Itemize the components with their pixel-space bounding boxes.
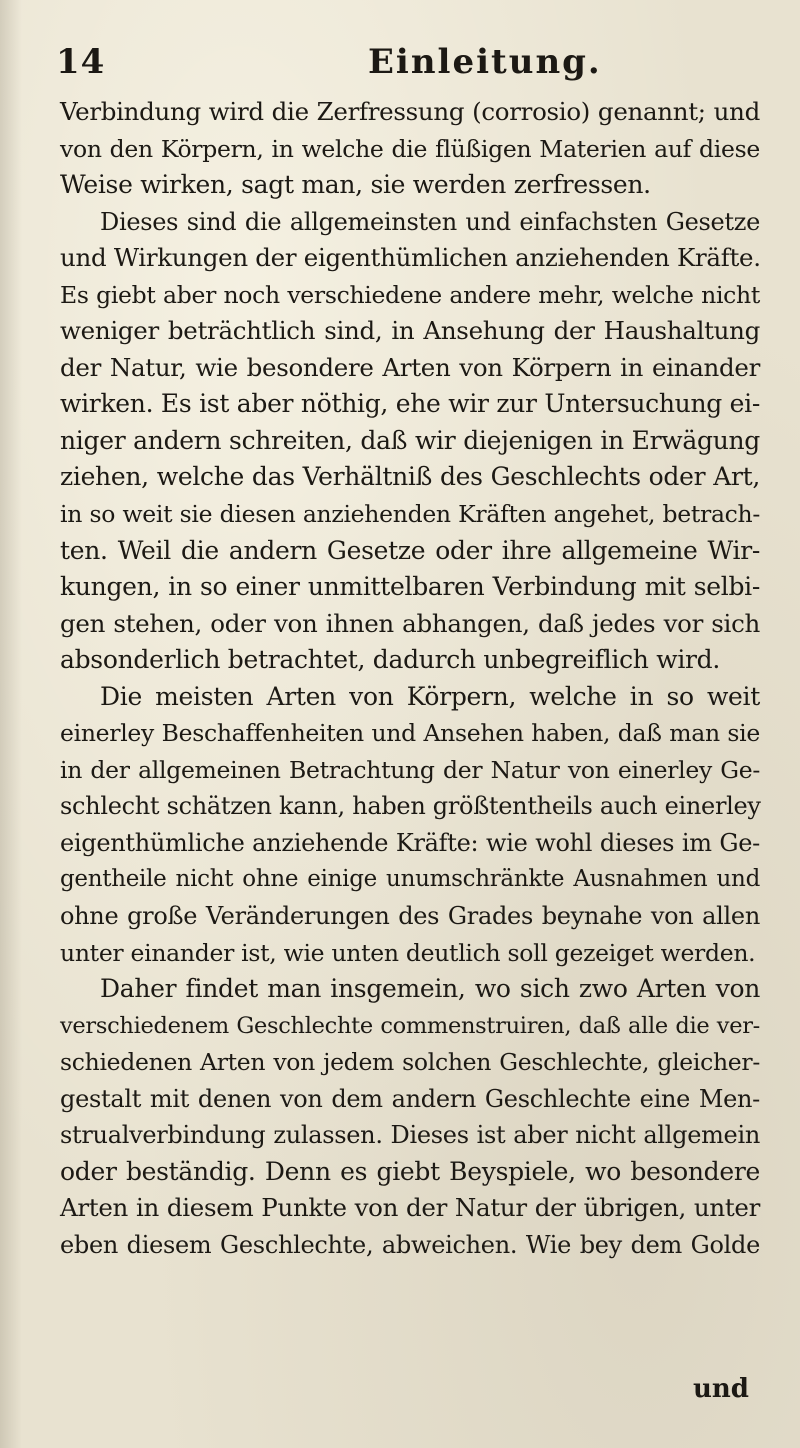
text-line: Es giebt aber noch verschiedene andere mehr, welche nicht: [60, 280, 760, 309]
text-line: eigenthümliche anziehende Kräfte: wie wohl dieses im Ge-: [60, 828, 760, 857]
text-line: Dieses sind die allgemeinsten und einfachsten Gesetze: [100, 207, 760, 236]
text-line: weniger beträchtlich sind, in Ansehung der Haushaltung: [60, 316, 760, 346]
text-line: gen stehen, oder von ihnen abhangen, daß jedes vor sich: [60, 608, 760, 638]
text-line: Weise wirken, sagt man, sie werden zerfressen.: [60, 170, 651, 200]
text-line: Arten in diesem Punkte von der Natur der übrigen, unter: [60, 1193, 760, 1223]
text-line: niger andern schreiten, daß wir diejenigen in Erwägung: [60, 425, 760, 455]
text-line: der Natur, wie besondere Arten von Körpern in einander: [60, 352, 760, 382]
text-line: absonderlich betrachtet, dadurch unbegreiflich wird.: [60, 645, 721, 675]
text-line: Verbindung wird die Zerfressung (corrosio) genannt; und: [60, 97, 760, 126]
text-line: unter einander ist, wie unten deutlich soll gezeiget werden.: [60, 938, 756, 967]
text-line: ohne große Veränderungen des Grades beynahe von allen: [60, 902, 760, 931]
text-line: verschiedenem Geschlechte commenstruiren, daß alle die ver-: [60, 1012, 760, 1039]
text-line: Die meisten Arten von Körpern, welche in so weit: [100, 681, 760, 711]
page-gutter-shadow: [0, 0, 22, 1448]
text-line: in so weit sie diesen anziehenden Kräften angehet, betrach-: [60, 500, 760, 529]
page-header: [56, 42, 756, 86]
text-line: ziehen, welche das Verhältniß des Geschlechts oder Art,: [60, 462, 760, 492]
text-line: schiedenen Arten von jedem solchen Geschlechte, gleicher-: [60, 1048, 760, 1077]
text-line: eben diesem Geschlechte, abweichen. Wie bey dem Golde: [60, 1230, 760, 1259]
text-line: von den Körpern, in welche die flüßigen Materien auf diese: [60, 134, 760, 163]
text-line: gestalt mit denen von dem andern Geschlechte eine Men-: [60, 1084, 760, 1113]
text-line: strualverbindung zulassen. Dieses ist aber nicht allgemein: [60, 1121, 760, 1150]
catchword: und: [693, 1374, 749, 1404]
text-line: gentheile nicht ohne einige unumschränkte Ausnahmen und: [60, 866, 760, 893]
page-number: 14: [56, 42, 106, 82]
text-line: schlecht schätzen kann, haben größtentheils auch einerley: [60, 792, 761, 821]
text-line: einerley Beschaffenheiten und Ansehen haben, daß man sie: [60, 719, 760, 748]
text-line: kungen, in so einer unmittelbaren Verbindung mit selbi-: [60, 572, 760, 602]
text-line: oder beständig. Denn es giebt Beyspiele, wo besondere: [60, 1156, 760, 1186]
text-line: Daher findet man insgemein, wo sich zwo Arten von: [100, 974, 760, 1004]
running-title: Einleitung.: [368, 42, 602, 82]
body-text: [60, 94, 760, 1264]
text-line: wirken. Es ist aber nöthig, ehe wir zur Untersuchung ei-: [60, 389, 760, 419]
text-line: ten. Weil die andern Gesetze oder ihre allgemeine Wir-: [60, 535, 760, 565]
text-line: in der allgemeinen Betrachtung der Natur von einerley Ge-: [60, 755, 760, 784]
text-line: und Wirkungen der eigenthümlichen anziehenden Kräfte.: [60, 243, 761, 273]
